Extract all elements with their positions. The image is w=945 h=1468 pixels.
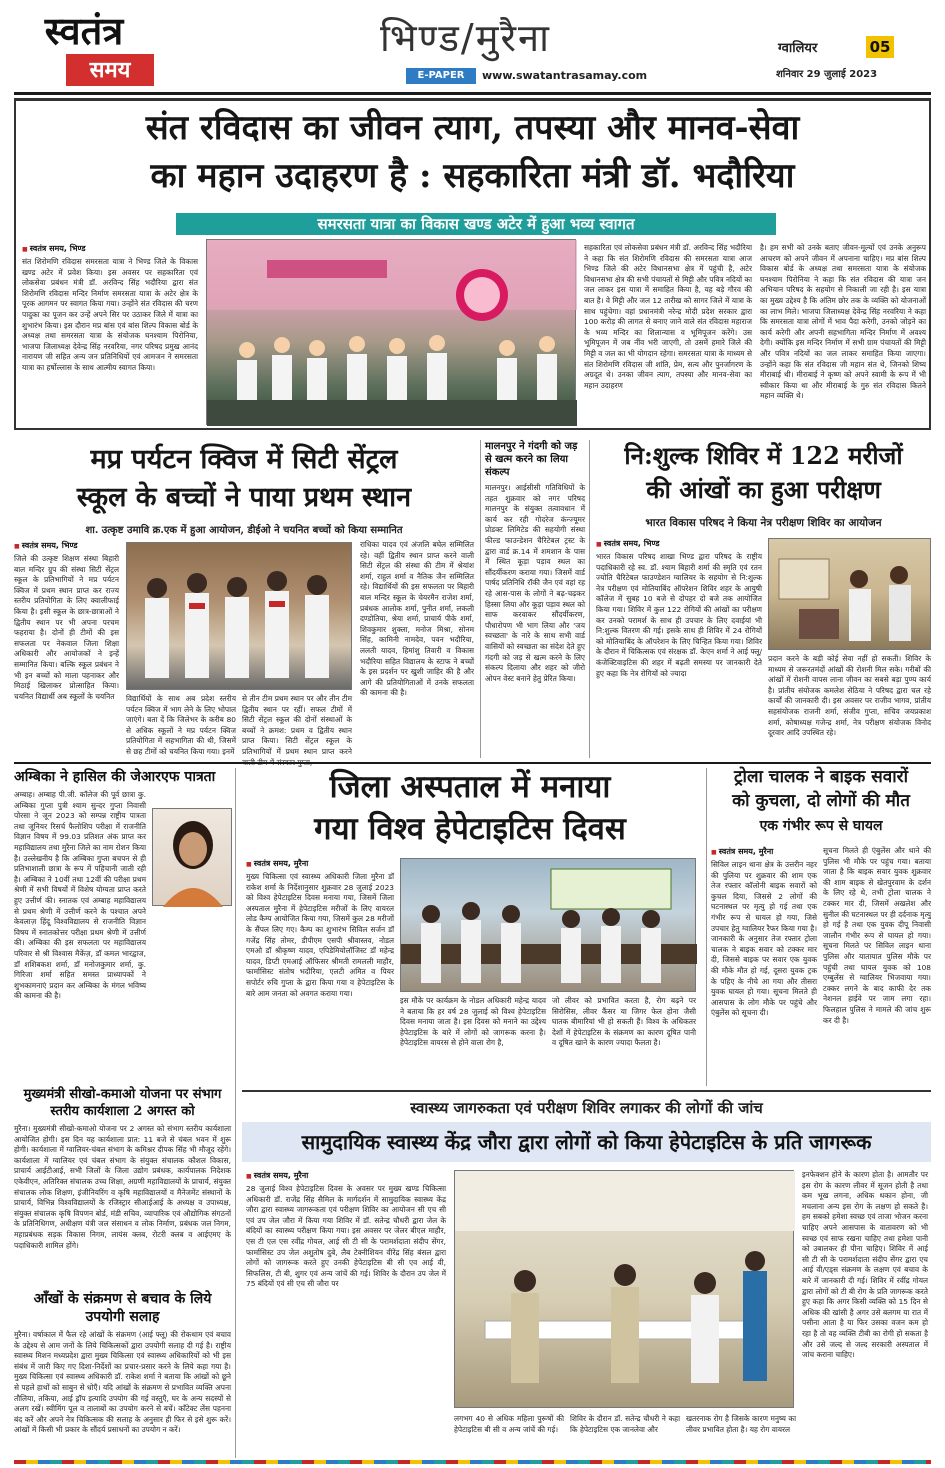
- logo-top-text: स्वतंत्र: [44, 8, 124, 53]
- ambika-headline: अम्बिका ने हासिल की जेआरएफ पात्रता: [14, 769, 216, 785]
- community-body-1: 28 जुलाई विश्व हेपेटाइटिस दिवस के अवसर पर मुख्य खण्ड चिकित्सा अधिकारी डॉ. राजेंद्र सिंह सैमिल के मार्गदर्शन में सामुदायिक स्वास्थ्य केंद्र जौरा द्वारा स्वास्थ्य जागरूकता एवं परीक्षण शिविर का आयोजन सी एच सी एवं उप जेल जौरा में किया गया शिविर में डॉ. सतेन्द्र चौधरी द्वारा जेल के बंदियों का स्वास्थ्य परीक्षण किया गया। इस अवसर पर जेलर बीएल माहौर, एस टी एल एस रवींद्र गोयल, आई सी टी सी के परामर्शदाता संदीप सेंगर, फार्मासिस्ट उप जेल अशुतोष दुबे, लैब टेक्नीशियन वीरेंद्र सिंह बंसल द्वारा लोगों को जागरूक करते हुए उनकी हेपेटाइटिस बी सी एव आई वी, सिफलिस, टी बी, शुगर एवं अन्य जांचें की गई। शिविर के दौरान उप जेल में 75 बंदियों एवं सी एच सी जौरा पर: [246, 1184, 446, 1289]
- community-kicker: स्वास्थ्य जागरुकता एवं परीक्षण शिविर लगाकर की लोगों की जांच: [410, 1099, 763, 1117]
- community-photo-caption-1-box: [454, 1414, 564, 1458]
- hospital-body-1: मुख्य चिकित्सा एवं स्वास्थ्य अधिकारी जिला मुरैना डॉ राकेश शर्मा के निर्देशानुसार शुक्रवार 28 जुलाई 2023 को विश्व हेपेटाइटिस दिवस मनाया गया, जिसमें जिला अस्पताल मुरैना में हेपेटाइटिस मरीजों के लिए वायरल लोड कैम्प आयोजित किया गया, जिसमें कुल 28 मरीजों के सैंपल लिए गए। कैम्प का शुभारंभ सिविल सर्जन डॉ गजेंद्र सिंह तोमर, डीपीएम एसपी श्रीवास्तव, नोडल एमओ डॉ श्रीकृष्ण यादव, एपिडेमियोलॉजिस्ट डॉ महेन्द्र यादव, डिप्टी एमआई ऑफिसर श्रीमती रामलली माहौर, फार्मासिस्ट संतोष भदौरिया, एलटी अमित व पियर सपोर्टर रुचि गुप्ता के द्वारा किया गया व हेपेटाइटिस के बारे आम जनता को अवगत कराया गया।: [246, 872, 394, 998]
- hospital-body-3: जो लीवर को प्रभावित करता है, रोग बढ़ने पर सिरोसिस, लीवर कैंसर या जिगर फेल होना जैसी घातक बीमारियां भी हो सकती हैं। विश्व के अधिकतर देशों में हेपेटाइटिस के संक्रमण का कारण दूषित पानी व दूषित खाने के कारण ज्यादा फैलता है।: [552, 996, 696, 1048]
- community-photo-caption-3-box: [686, 1414, 796, 1458]
- trolla-column-1: [711, 846, 817, 1084]
- ambika-portrait: [152, 808, 232, 906]
- hospital-story: [242, 768, 698, 1086]
- community-photo-illustration: [455, 1171, 795, 1409]
- trolla-column-2: [823, 846, 931, 1084]
- hospital-column-2: [400, 996, 546, 1084]
- lead-story: [14, 98, 931, 430]
- community-photo-caption-2-box: [570, 1414, 680, 1458]
- left-column-stories: [14, 768, 236, 1458]
- hospital-column-1: [246, 858, 394, 1084]
- ambika-text: [14, 790, 146, 1080]
- ambika-body: अम्बाह। अम्बाह पी.जी. कॉलेज की पूर्व छात्रा कु. अम्बिका गुप्ता पुत्री श्याम सुन्दर गुप्ता निवासी पोरसा ने जून 2023 को सम्पन्न राष्ट्रीय पात्रता तथा जूनियर रिसर्च फैलोशिप परीक्षा में राजनीति विज्ञान विषय में 99.03 प्रतिशत अंक प्राप्त कर महाविद्यालय तथा मुरैना जिले का नाम रोशन किया है। उल्लेखनीय है कि अम्बिका गुप्ता बचपन से ही प्रतिभाशाली छात्रा के रूप में पहिचानी जाती रही है। अम्बिका ने 10वीं तथा 12वीं की परीक्षा प्रथम श्रेणी में सभी विषयों में विशेष योग्यता प्राप्त करते हुए उत्तीर्ण की। स्नातक एवं अम्बाह महाविद्यालय से प्रथम श्रेणी में उत्तीर्ण करने के पश्चात अपने केवलाज़ हिंदू विश्वविद्यालय से राजनीति विज्ञान विषय में स्नातकोत्तर परीक्षा प्रथम श्रेणी में उत्तीर्ण की। अम्बिका की इस सफलता पर महाविद्यालय परिवार से श्री विश्वास मैकेंज़, डॉ कमल भारद्वाज, डॉ शशिबकश शर्मा, डॉ मनोजकुमार शर्मा, कु. गिरिजा शर्मा सहित समस्त प्राध्यापकों ने शुभकामनाएं प्रदान कर अम्बिका के मंगल भविष्य की कामना की है।: [14, 790, 146, 1001]
- quiz-body-1: जिले की उत्कृष्ट शिक्षण संस्था बिहारी बाल मन्दिर ग्रुप की संस्था सिटी सेंट्रल स्कूल के प्रतिभागियों ने मप्र पर्यटन क्विज में प्रथम स्थान प्राप्त कर राज्य स्तरीय प्रतियोगिता के लिए क्वालीफाई किया है। इसी स्कूल के छात्र-छात्राओं ने द्वितीय स्थान पर भी अपना परचम फहराया है। दोनों ही टीमों की इस सफलता पर नेकवाल जिला शिक्षा अधिकारी और आयोजकों ने इन्हें सम्मानित किया। बल्कि स्कूल प्रबंधन ने भी इन बच्चों को माला पहनाकर और मिठाई खिलाकर प्रोत्साहित किया। चयनित विद्यार्थी अब स्कूलों के चयनित: [14, 554, 119, 701]
- community-byline: ■ स्वतंत्र समय, मुरैना: [246, 1170, 446, 1181]
- masthead-logo: [14, 8, 154, 90]
- mid-rule: [14, 762, 931, 764]
- quiz-headline-line1: मप्र पर्यटन क्विज में सिटी सेंट्रल: [90, 444, 398, 475]
- trolla-headline-line1: ट्रोला चालक ने बाइक सवारों: [733, 767, 908, 787]
- aankh-text: [14, 1330, 231, 1456]
- trolla-byline: ■ स्वतंत्र समय, मुरैना: [711, 846, 817, 857]
- yojana-text: [14, 1124, 231, 1284]
- quiz-column-1: [14, 540, 119, 754]
- hospital-body-2: इस मौके पर कार्यक्रम के नोडल अधिकारी महेन्द्र यादव ने बताया कि हर वर्ष 28 जुलाई को विश्व हेपेटाइटिस दिवस मनाया जाता है। इस दिवस को मनाने का उद्देश्य हेपेटाइटिस के बारे में लोगों को जागरूक करना है। हेपेटाइटिस वायरस से होने वाला रोग है,: [400, 996, 546, 1048]
- hospital-event-photo: [400, 858, 696, 992]
- community-photo-caption-3: खतरनाक रोग है जिसके कारण मनुष्य का लीवर प्रभावित होता है। यह रोग वायरल: [686, 1414, 796, 1434]
- lead-photo-illustration: [207, 240, 577, 426]
- lead-strap: समरसता यात्रा का विकास खण्ड अटेर में हुआ भव्य स्वागत: [176, 213, 776, 235]
- trolla-body-2: सूचना मिलते ही एंबुलेंस और थाने की पुलिस भी मौके पर पहुंच गया। बताया जाता है कि बाइक सवार युवक शुक्रवार की शाम बाइक से खेतपुरवाम के दर्शन के लिए रहे थे, तभी ट्रोला चालक ने टक्कर मार दी, जिसमें अखलेश और सुनील की घटनास्थल पर ही दर्दनाक मृत्यु हो गई है तथा एक युवक दीपू निवासी जालौन गंभीर रूप से घायल हो गया। सूचना मिलते पर सिविल लाइन थाना पुलिस और यातायात पुलिस मौके पर पहुंची तथा घायल युवक को 108 एम्बुलेंस से ग्वालियर भिजवाया गया। टक्कर लगने के बाद काफी देर तक नेशनल हाईवे पर जाम लगा रहा। फिलहाल पुलिस ने मामले की जांच शुरू कर दी है।: [823, 846, 931, 1025]
- footer-color-strip: [14, 1460, 931, 1464]
- quiz-body-4: राधिका यादव एवं अंजलि बघेल सम्मिलित रहे। वहीं द्वितीय स्थान प्राप्त करने वाली सिटी सेंट्रल की संस्था की टीम में श्रेयांश शर्मा, राहुल शर्मा व नैतिक जैन सम्मिलित रहे। विद्यार्थियों की इस सफलता पर बिहारी बाल मन्दिर स्कूल के चेयरमैन राजेश शर्मा, प्रबंधक आलोक शर्मा, पुनीत शर्मा, लकली दण्डोतिया, श्रेया शर्मा, प्राचार्य पीके शर्मा, शिवकुमार शुक्ला, मनोज मिश्रा, सोनम सिंह, कामिनी नामदेव, पवन भदौरिया, ललती यादव, हिमांशु तिवारी व विकास भदौरिया सहित विद्यालय के स्टाफ ने बच्चों के इस प्रदर्शन पर खुशी जाहिर की है और आगे की प्रतियोगिताओं में उनके सफलता की कामना की है।: [360, 540, 474, 698]
- epaper-badge: E-PAPER: [406, 68, 476, 84]
- trolla-story: [706, 768, 931, 1086]
- lead-byline: ■ स्वतंत्र समय, भिण्ड: [22, 243, 198, 254]
- lead-headline-line1: संत रविदास का जीवन त्याग, तपस्या और मानव-सेवा: [145, 108, 800, 148]
- community-photo-caption-1: लगभग 40 से अधिक महिला पुरूषों की हेपेटाइटिस बी सी व अन्य जांचें की गई।: [454, 1414, 564, 1434]
- yojana-body: मुरैना। मुख्यमंत्री सीखो-कमाओ योजना पर 2 अगस्त को संभाग स्तरीय कार्यशाला आयोजित होगी। इस दिन यह कार्यशाला प्रात: 11 बजे से चंबल भवन में शुरू होगी। कार्यशाला में ग्वालियर-चंबल संभाग के कमिश्नर दीपक सिंह भी मौजूद रहेंगे। कार्यशाला में ग्वालियर एवं चंबल संभाग के संयुक्त संचालक कौशल विकास, प्राचार्य आईटीआई, सभी जिलों के जिला उद्योग प्रबंधक, कार्यपालक निदेशक एकेवीएन, अतिरिक्त संचालक उच्च शिक्षा, अग्रणी महाविद्यालयों के प्राचार्य, संयुक्त संचालक लोक शिक्षण, इंजीनियरिंग व कृषि महाविद्यालयों व मैनेजमेंट संस्थानों के प्राचार्य, विभिन्न विश्वविद्यालयों के रजिस्ट्रार सीआईआई के अध्यक्ष व उपाध्यक्ष, संयुक्त संचालक कृषि विपणन बोर्ड, मंडी सचिव, व्यापारिक एवं औद्योगिक संगठनों के प्रतिनिधिगण, अधीक्षण यंत्री जल संसाधन व लोक निर्माण, प्रबंधक जल निगम, महाप्रबंधक सड़क विकास निगम, लायंस क्लब, रोटरी क्लब व आईएमए के पदाधिकारी शामिल होंगे।: [14, 1124, 231, 1250]
- trolla-body-1: सिविल लाइन थाना क्षेत्र के उत्तरीन नहर की पुलिया पर शुक्रवार की शाम एक तेज रफ्तार कॉलोनी बाइक सवारों को कुचल दिया, जिससे 2 लोगों की घटनास्थल पर मृत्यु हो गई तथा एक गंभीर रूप से घायल हो गया, जिसे उपचार हेतु ग्वालियर रैफर किया गया है। जानकारी के अनुसार तेज रफ्तार ट्रोला चालक ने बाइक सवार को टक्कर मार दी, जिससे बाइक पर सवार एक युवक की मौके मौत हो गई, दूसरा युवक ट्रक के पहिए के नीचे आ गया और तीसरा युवक घायल हो गया। सूचना मिलते ही आसपास के लोग मौके पर पहुंचे और एंबुलेंस को सूचना दी।: [711, 860, 817, 1018]
- malanpur-headline: मालनपुर ने गंदगी को जड़ से खत्म करने का लिया संकल्प: [485, 441, 578, 478]
- community-photo-caption-2: शिविर के दौरान डॉ. सतेन्द्र चौधरी ने कहा कि हेपेटाइटिस एक जानलेवा और: [570, 1414, 680, 1434]
- lead-column-3: [760, 243, 926, 427]
- city-label: ग्वालियर: [778, 41, 818, 56]
- community-column-2: [802, 1170, 928, 1456]
- quiz-students-photo: [126, 542, 352, 690]
- ambika-portrait-illustration: [153, 809, 233, 907]
- lead-event-photo: [206, 239, 576, 425]
- lead-body-1: संत शिरोमणि रविदास समरसता यात्रा ने भिण्ड जिले के विकास खण्ड अटेर में प्रवेश किया। इस अवसर पर सहकारिता एवं लोकसेवा प्रबंधन मंत्री डॉ. अरविन्द सिंह भदौरिया द्वारा संत शिरोमणि रविदास मन्दिर निर्माण समरसता यात्रा के अटेर क्षेत्र के पूरक आगमन पर स्वागत किया गया। उन्होंने संत रविदास की चरण पादुका का पूजन कर उन्हें अपने सिर पर उठाकर जिले में यात्रा का शुभारंभ किया। इस दौरान मप्र बांस एवं बांस शिल्प विकास बोर्ड के अध्यक्ष तथा समरसता यात्रा के संयोजक घनश्याम पिरोनिया, भाजपा जिलाध्यक्ष देवेन्द्र सिंह नरवरिया, नगर परिषद प्रमुख आनंद नारायण जी सहित अन्य जन प्रतिनिधियों एवं आमजन ने समरसता यात्रा का हर्षोल्लास के साथ आत्मीय स्वागत किया।: [22, 257, 198, 372]
- community-body-2: इनफेक्शन होने के कारण होता है। आमतौर पर इस रोग के कारण लीवर में सूजन होती है तथा कम भूख लगना, अधिक थकान होना, जी मचलाना अन्य इस रोग के लक्षण हो सकते है। हम सबको हमेशा स्वच्छ एवं ताजा भोजन करना चाहिए अपने आसपास के वातावरण को भी स्वच्छ एवं साफ रखना चाहिए तथा हमेशा पानी को उबालकर ही पीना चाहिए। शिविर में आई सी टी सी के परामर्शदाता संदीप सेंगर द्वारा एच आई वी/एड्स संक्रमण के लक्षण एवं बचाव के बारे में जानकारी दी गई। शिविर में रवींद्र गोयल द्वारा लोगों को टी बी रोग के प्रति जागरूक करते हुए कहा कि अगर किसी व्यक्ति को 15 दिन से अधिक की खांसी है अगर उसे बलगम या रात में पसीना आता है या फिर उसका वजन कम हो रहा है तो वह व्यक्ति टीबी का रोगी हो सकता है और उसे जल्द से जल्द सरकारी अस्पताल में जांच कराना चाहिए।: [802, 1170, 928, 1360]
- lead-body-2: सहकारिता एवं लोकसेवा प्रबंधन मंत्री डॉ. अरविन्द सिंह भदौरिया ने कहा कि संत शिरोमणि रविदास की समरसता यात्रा आज भिण्ड जिले की अटेर विधानसभा क्षेत्र में पहुंची है, अटेर विधानसभा क्षेत्र की सभी पंचायतों से मिट्टी और पवित्र नदियों का जल लाकर इस यात्रा में समाहित किया है, यह बड़े गौरव की बात है। वे मिट्टी और जल 12 तारीख को सागर जिले में यात्रा के साथ पहुंचेगा। वहां प्रधानमंत्री नरेन्द्र मोदी प्रदेश सरकार द्वारा 100 करोड़ की लागत से बनाए जाने वाले संत रविदास महाराज के भव्य मन्दिर का शिलान्यास व भूमिपूजन करेंगे। उस भूमिपूजन में जब नींव भरी जाएगी, तो उसमें हमारे जिले की मिट्टी व जल का भी योगदान रहेगा। समरसता यात्रा के माध्यम से संत शिरोमणि रविदास जी शांति, प्रेम, सत्य और पुनर्जागरण के अग्रदूत थे। उनका जीवन त्याग, तपस्या और मानव-सेवा का महान उदाहरण: [584, 243, 752, 390]
- masthead-rule: [14, 92, 931, 95]
- hospital-column-3: [552, 996, 696, 1084]
- community-story: [242, 1090, 931, 1458]
- hospital-byline: ■ स्वतंत्र समय, मुरैना: [246, 858, 394, 869]
- eye-body-1: भारत विकास परिषद शाखा भिण्ड द्वारा परिषद के राष्ट्रीय पदाधिकारी रहे स्व. डॉ. श्याम बिहारी शर्मा की स्मृति एवं रतन ज्योति चैरिटेबल फाउण्डेशन ग्वालियर के सहयोग से नि:शुल्क नेत्र परीक्षण एवं मोतियाबिंद ऑपरेशन शिविर शहर के आयुषी कॉलेज में सुबह 10 बजे से दोपहर दो बजे तक आयोजित किया गया। शिविर में कुल 122 रोगियों की आंखों का परीक्षण कर उनको परामर्श के साथ ही उपचार के लिए दवाईयां भी नि:शुल्क वितरण की गई। इसके साथ ही शिविर में 24 रोगियों को मोतियाबिंद के ऑपरेशन के लिए चिन्हित किया गया। शिविर के दौरान में चिकित्सक एवं संरक्षक डॉ. केएन शर्मा ने आई फ्लू/कंजेक्टिवाइटिस की शहर में बढ़ती समस्या पर जानकारी देते हुए कहा कि नेत्र रोगियों को ज्यादा: [596, 552, 762, 678]
- edition-title: भिण्ड/मुरैना: [380, 16, 551, 60]
- eye-camp-story: [596, 440, 931, 758]
- lead-body-3: है। हम सभी को उनके बताए जीवन-मूल्यों एवं उनके अनुरूप आचरण को अपने जीवन में अपनाना चाहिए। मप्र बांस शिल्प विकास बोर्ड के अध्यक्ष तथा समरसता यात्रा के संयोजक घनश्याम पिरोनिया ने कहा कि संत रविदास की यात्रा जन अभियान परिषद के सहयोग से निकाली जा रही है। इस यात्रा का मुख्य उद्देश्य है कि अंतिम छोर तक के व्यक्ति को योजनाओं का लाभ मिले। भाजपा जिलाध्यक्ष देवेन्द्र सिंह नरवरिया ने कहा कि समरसता यात्रा लोगों में भाव पैदा करेगी, उनको जोड़ने का कार्य करेगी और अपनी सहभागिता मन्दिर निर्माण में अवश्य देगी। क्योंकि इस मन्दिर निर्माण में सभी ग्राम पंचायतों की मिट्टी और पवित्र नदियों का जल लाकर समाहित किया जाएगा। उन्होंने कहा कि संत रविदास जी महान संत थे, जिनको शिष्य मीराबाई थी। मीराबाई ने कृष्ण को अपने स्वामी के रूप में भी स्वीकार किया था और मीराबाई के गुरु संत रविदास कितने महान व्यक्ति थे।: [760, 243, 926, 401]
- eye-photo-illustration: [769, 539, 932, 651]
- eye-column-2: [768, 654, 931, 754]
- quiz-body-3: से तीन टीम प्रथम स्थान पर और तीन टीम द्वितीय स्थान पर रहीं। सफल टीमों में सिटी सेंट्रल स्कूल की दोनों संस्थाओं के बच्चों ने क्रमश: प्रथम व द्वितीय स्थान प्राप्त किया। सिटी सेंट्रल स्कूल के प्रतिभागियों में प्रथम स्थान प्राप्त करने: [242, 694, 352, 756]
- eye-strap: भारत विकास परिषद ने किया नेत्र परीक्षण शिविर का आयोजन: [645, 517, 882, 529]
- eye-body-2: प्रदान करने के बड़ी कोई सेवा नहीं हो सकती। शिविर के माध्यम से जरूरतमंदों आंखों की रोशनी मिल सके। गरीबों की आंखों में रोशनी वापस लाना जीवन का सबसे बड़ा पुण्य कार्य है। प्रांतीय संयोजक कमलेश सेठिया ने परिषद द्वारा चल रहे कार्यों की जानकारी दी। इस अवसर पर राजीव भागव, प्रांतीय सहसंयोजक राजनी शर्मा, संजीव गुप्ता, सचिव जयप्रकाश शर्मा, कोषाध्यक्ष गजेन्द्र शर्मा, नेत्र परीक्षण संयोजक विनोद दूरवार आदि उपस्थित रहे।: [768, 654, 931, 738]
- eye-headline-line2: की आंखों का हुआ परीक्षण: [646, 475, 881, 504]
- community-camp-photo: [454, 1170, 794, 1408]
- aankh-body: मुरैना। वर्षाकाल में फैल रहे आंखों के संक्रमण (आई फ्लू) की रोकथाम एवं बचाव के उद्देश्य से आम जनों के लिये चिकित्सकों द्वारा उपयोगी सलाह दी गई है। राष्ट्रीय स्वास्थ्य मिशन मध्यप्रदेश द्वारा मुख्य चिकित्सा एवं स्वास्थ्य अधिकारियों को भी इस संबंध में जारी किए गए दिशा-निर्देशों का प्रचार-प्रसार करने के लिये कहा गया है। मुख्य चिकित्सा एवं स्वास्थ्य अधिकारी डॉ. राकेश शर्मा ने बताया कि आंखों को छूने से पहले हाथों को साबुन से धोएँ। यदि आंखों के संक्रमण से प्रभावित व्यक्ति अपना तौलिया, तकिया, आई ड्रॉप इत्यादि उपयोग की गई वस्तुएँ, घर के अन्य सदस्यों से अलग रखें। स्वीमिंग पूल व तालाबों का उपयोग करने से बचें। काँटेक्ट लेंस पहनना बंद करें और अपने नेत्र चिकित्सक की सलाह के अनुसार ही फिर से इसे शुरू करें। आंखों में किसी भी प्रकार के सौंदर्य प्रसाधनों का उपयोग न करें।: [14, 1330, 231, 1435]
- quiz-photo-illustration: [127, 543, 353, 691]
- eye-camp-photo: [768, 538, 931, 650]
- quiz-story: [14, 440, 474, 758]
- quiz-body-2: विद्यार्थियों के साथ अब प्रदेश स्तरीय पर्यटन क्विज में भाग लेने के लिए भोपाल जाएंगे। बता दें कि जिलेभर के करीब 80 से अधिक स्कूलों ने मप्र पर्यटन क्विज प्रतियोगिता में सहभागिता की थी, जिसमें से छह टीमों को चयनित किया गया। इनमें: [126, 694, 236, 756]
- quiz-column-3: [242, 694, 352, 754]
- aankh-headline: आँखों के संक्रमण से बचाव के लिये उपयोगी सलाह: [33, 1291, 212, 1325]
- trolla-headline-line2: को कुचला, दो लोगों की मौत: [732, 791, 910, 811]
- yojana-headline: मुख्यमंत्री सीखो-कमाओ योजना पर संभाग स्तरीय कार्यशाला 2 अगस्त को: [23, 1087, 222, 1119]
- eye-column-1: [596, 538, 762, 754]
- lead-headline-line2: का महान उदाहरण है : सहकारिता मंत्री डॉ. भदौरिया: [150, 156, 795, 196]
- lead-column-2: [584, 243, 752, 427]
- hospital-headline-line2: गया विश्व हेपेटाइटिस दिवस: [314, 811, 626, 847]
- hospital-photo-illustration: [401, 859, 697, 993]
- quiz-headline-line2: स्कूल के बच्चों ने पाया प्रथम स्थान: [76, 482, 412, 513]
- malanpur-body: मालनपुर। आईसीसी गतिविधियों के तहत शुक्रवार को नगर परिषद मालनपुर के संयुक्त तत्वावधान में कार्य कर रही गोदरेज कंन्ज्यूमर प्रोडक्ट लिमिटेड की सहयोगी संस्था फील्ड फाउन्डेशन चैरिटेबल ट्रस्ट के द्वारा वार्ड क्र.14 में शमशान के पास में स्थित कूड़ा पड़ाव स्थल का सौंदर्यीकरण कराया गया। जिसमें वार्ड पार्षद प्रतिनिधि रॉकी जैन एवं वहां रह रहे आस-पास के लोगों ने बढ़-चढ़कर हिस्सा लिया और कूड़ा पड़ाव स्थल को साफ करवाकर सौंदर्यीकरण, पौधारोपण भी भाग लिया और 'जय स्वच्छता' के नारे के साथ सभी वार्ड वासियों को स्वच्छता का संदेश देते हुए गंदगी को जड़ से खत्म करने के लिए संकल्प दिलाया और शहर को जीरो ओपन वेस्ट बनाने हेतु प्रेरित किया।: [485, 483, 585, 683]
- community-column-1: [246, 1170, 446, 1456]
- quiz-strap: शा. उत्कृष्ट उमावि क्र.एक में हुआ आयोजन, डीईओ ने चयनित बच्चों को किया सम्मानित: [85, 525, 403, 536]
- eye-byline: ■ स्वतंत्र समय, भिण्ड: [596, 538, 762, 549]
- eye-headline-line1: नि:शुल्क शिविर में 122 मरीजों: [624, 441, 903, 470]
- hospital-headline-line1: जिला अस्पताल में मनाया: [329, 769, 611, 805]
- website-link[interactable]: www.swatantrasamay.com: [482, 69, 648, 82]
- quiz-column-4: [360, 540, 474, 754]
- quiz-byline: ■ स्वतंत्र समय, भिण्ड: [14, 540, 119, 551]
- issue-date: शनिवार 29 जुलाई 2023: [776, 69, 878, 80]
- trolla-headline-line3: एक गंभीर रूप से घायल: [759, 818, 883, 834]
- community-headline: सामुदायिक स्वास्थ्य केंद्र जौरा द्वारा लोगों को किया हेपेटाइटिस के प्रति जागरूक: [242, 1122, 931, 1162]
- lead-column-1: [22, 243, 198, 427]
- malanpur-story: [480, 440, 590, 758]
- logo-bottom-text: समय: [66, 54, 154, 86]
- quiz-column-2: [126, 694, 236, 754]
- page-number-badge: 05: [866, 36, 894, 58]
